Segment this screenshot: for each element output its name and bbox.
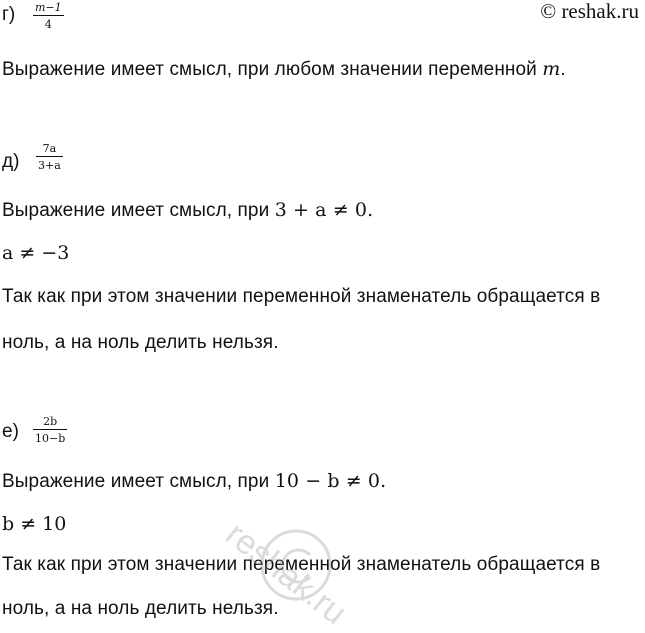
fraction-g bbox=[33, 2, 64, 30]
fraction-numerator: 7a bbox=[42, 142, 57, 155]
variable: m bbox=[542, 58, 561, 80]
explanation-line: Так как при этом значении переменной знаменатель обращается в bbox=[2, 286, 601, 307]
item-label-e: е) bbox=[2, 421, 19, 442]
condition-line bbox=[2, 470, 386, 493]
explanation-line: ноль, а на ноль делить нельзя. bbox=[2, 332, 279, 353]
fraction-denominator: 10−b bbox=[35, 432, 66, 445]
explanation-line bbox=[2, 58, 566, 81]
text-segment: Выражение имеет смысл, при любом значении переменной bbox=[2, 59, 537, 80]
condition-math: 3 + a ≠ 0. bbox=[274, 199, 374, 221]
explanation-line: ноль, а на ноль делить нельзя. bbox=[2, 598, 279, 619]
solution-math: b ≠ 10 bbox=[2, 513, 67, 535]
fraction-d bbox=[36, 143, 63, 171]
copyright-notice: © reshak.ru bbox=[540, 0, 639, 23]
text-segment: Выражение имеет смысл, при bbox=[2, 471, 270, 492]
fraction-denominator: 4 bbox=[44, 18, 52, 31]
fraction-numerator: m−1 bbox=[35, 1, 62, 14]
explanation-line: Так как при этом значении переменной знаменатель обращается в bbox=[2, 554, 601, 575]
period: . bbox=[560, 59, 566, 80]
solution-math: a ≠ −3 bbox=[2, 242, 70, 264]
item-label-d: д) bbox=[2, 151, 20, 172]
condition-math: 10 − b ≠ 0. bbox=[274, 470, 387, 492]
watermark-text: reshak.ru bbox=[218, 515, 354, 633]
fraction-denominator: 3+a bbox=[38, 159, 61, 172]
condition-line bbox=[2, 199, 373, 222]
fraction-e bbox=[33, 416, 67, 444]
fraction-numerator: 2b bbox=[43, 415, 58, 428]
text-segment: Выражение имеет смысл, при bbox=[2, 200, 270, 221]
item-label-g: г) bbox=[2, 4, 16, 25]
